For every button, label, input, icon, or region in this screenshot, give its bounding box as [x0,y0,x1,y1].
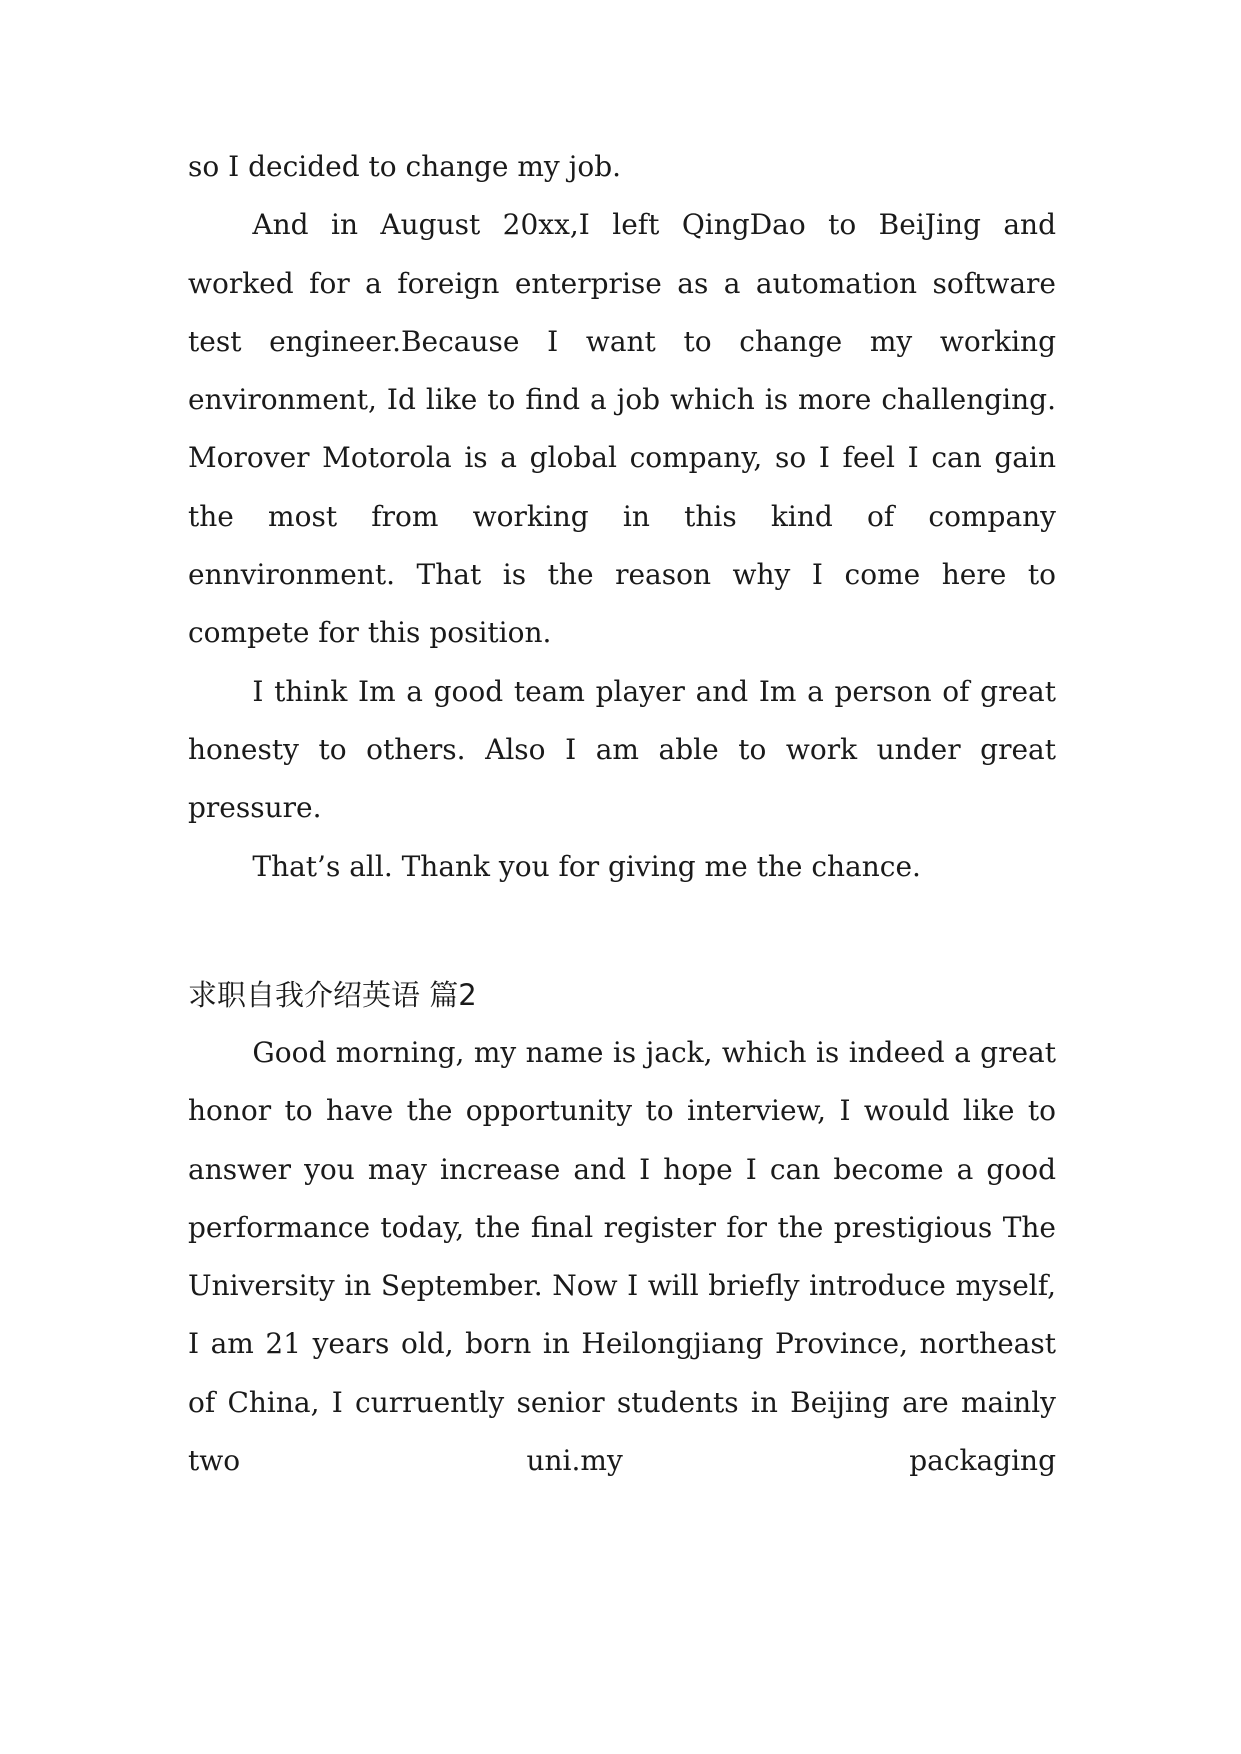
paragraph-thanks: That’s all. Thank you for giving me the chance. [252,849,921,883]
paragraph-team-player: I think Im a good team player and Im a person of great honesty to others. Also I am able to work under great pressure. [188,674,1056,825]
section-2-body [188,1024,1056,1490]
paragraph-introduction: Good morning, my name is jack, which is indeed a great honor to have the opportunity to interview, I would like to answer you may increase and I hope I can become a good performance today, the final register for the prestigious The University in September. Now I will briefly introduce myself, I am 21 years old, born in Heilongjiang Province, northeast of China, I curruently senior students in Beijing are mainly two uni.my packaging [188,1036,1056,1478]
continuation-paragraph: so I decided to change my job. [188,150,622,183]
section-1-body [188,138,1056,896]
section-2-heading: 求职自我介绍英语 篇2 [188,978,477,1012]
paragraph-beijing-move: And in August 20xx,I left QingDao to BeiJing and worked for a foreign enterprise as a automation software test engineer.Because I want to change my working environment, Id like to find a job which is more challenging. Morover Motorola is a global company, so I feel I can gain the most from working in this kind of company ennvironment. That is the reason why I come here to compete for this position. [188,208,1056,650]
